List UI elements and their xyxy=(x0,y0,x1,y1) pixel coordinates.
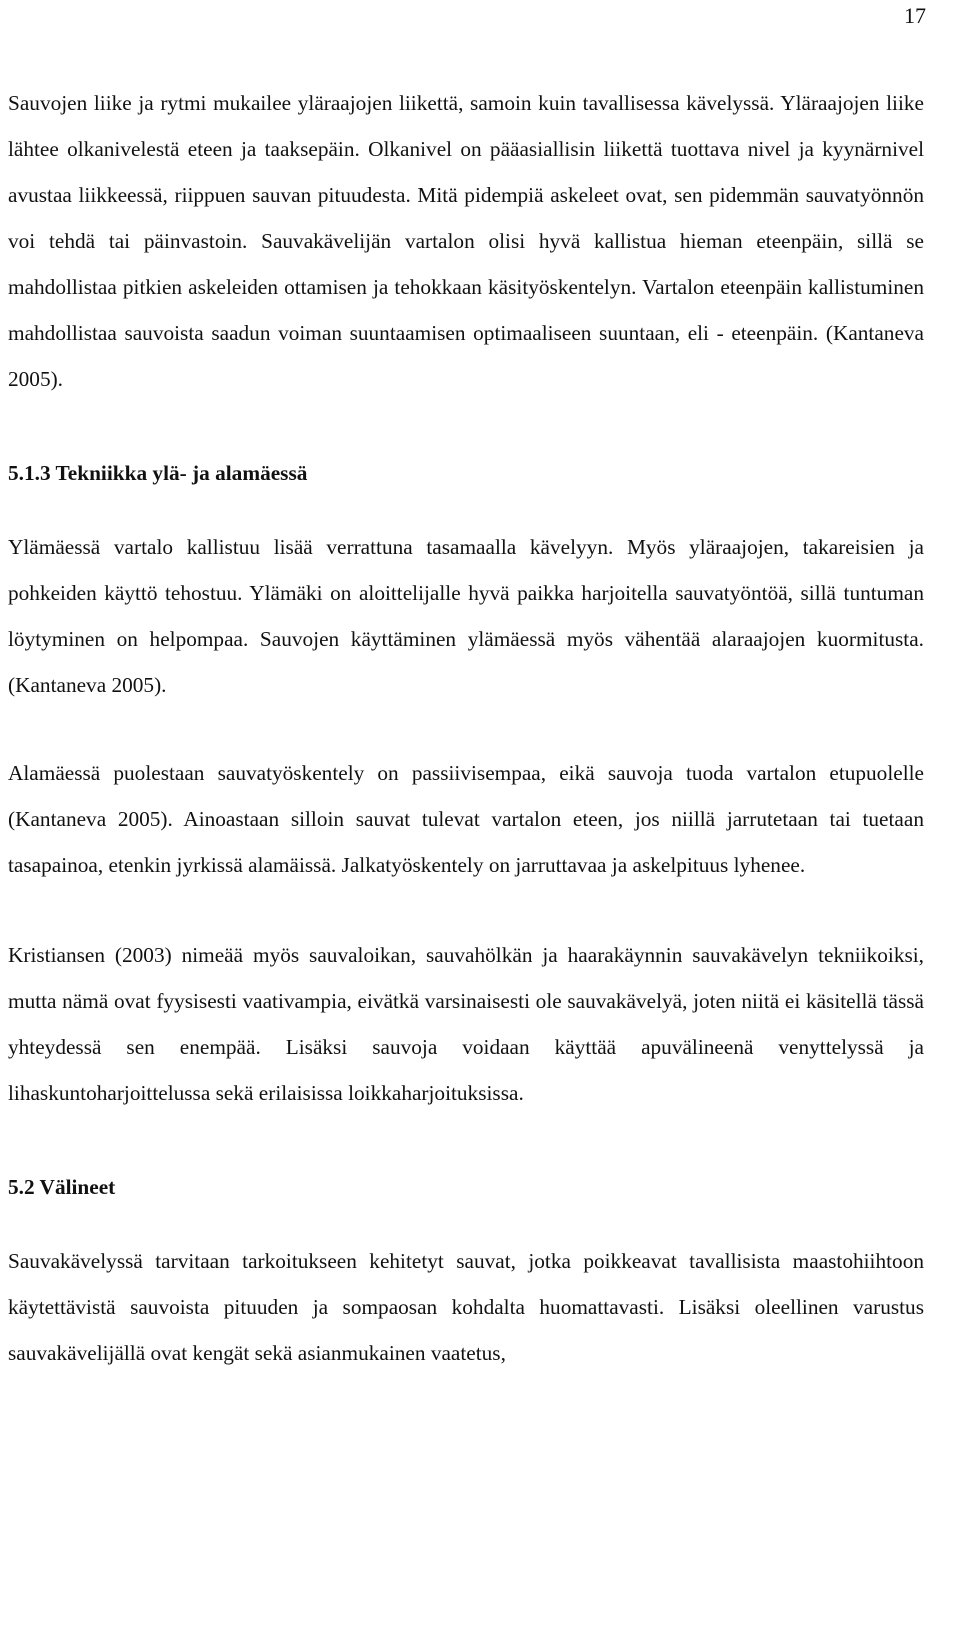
paragraph-other-techniques: Kristiansen (2003) nimeää myös sauvaloikan, sauvahölkän ja haarakäynnin sauvakävelyn tekniikoiksi, mutta nämä ovat fyysisesti vaativampia, eivätkä varsinaisesti ole sauvakävelyä, joten niitä ei käsitellä tässä yhteydessä sen enempää. Lisäksi sauvoja voidaan käyttää apuvälineenä venyttelyssä ja lihaskuntoharjoittelussa sekä erilaisissa loikkaharjoituksissa. xyxy=(8,943,924,1105)
paragraph-pole-movement: Sauvojen liike ja rytmi mukailee yläraajojen liikettä, samoin kuin tavallisessa kävelyssä. Yläraajojen liike lähtee olkanivelestä eteen ja taaksepäin. Olkanivel on pääasiallisin liikettä tuottava nivel ja kyynärnivel avustaa liikkeessä, riippuen sauvan pituudesta. Mitä pidempiä askeleet ovat, sen pidemmän sauvatyönnön voi tehdä tai päinvastoin. Sauvakävelijän vartalon olisi hyvä kallistua hieman eteenpäin, sillä se mahdollistaa pitkien askeleiden ottamisen ja tehokkaan käsityöskentelyn. Vartalon eteenpäin kallistuminen mahdollistaa sauvoista saadun voiman suuntaamisen optimaaliseen suuntaan, eli - eteenpäin. (Kantaneva 2005). xyxy=(8,91,924,391)
paragraph-downhill: Alamäessä puolestaan sauvatyöskentely on passiivisempaa, eikä sauvoja tuoda vartalon etupuolelle (Kantaneva 2005). Ainoastaan silloin sauvat tulevat vartalon eteen, jos niillä jarrutetaan tai tuetaan tasapainoa, etenkin jyrkissä alamäissä. Jalkatyöskentely on jarruttavaa ja askelpituus lyhenee. xyxy=(8,761,924,877)
section-heading-equipment: 5.2 Välineet xyxy=(8,1175,116,1199)
paragraph-uphill: Ylämäessä vartalo kallistuu lisää verrattuna tasamaalla kävelyyn. Myös yläraajojen, takareisien ja pohkeiden käyttö tehostuu. Ylämäki on aloittelijalle hyvä paikka harjoitella sauvatyöntöä, sillä tuntuman löytyminen on helpompaa. Sauvojen käyttäminen ylämäessä myös vähentää alaraajojen kuormitusta. (Kantaneva 2005). xyxy=(8,535,924,697)
section-heading-uphill-downhill: 5.1.3 Tekniikka ylä- ja alamäessä xyxy=(8,461,308,485)
page-content xyxy=(8,80,924,1376)
page-number: 17 xyxy=(904,3,926,28)
paragraph-equipment: Sauvakävelyssä tarvitaan tarkoitukseen kehitetyt sauvat, jotka poikkeavat tavallisista maastohiihtoon käytettävistä sauvoista pituuden ja sompaosan kohdalta huomattavasti. Lisäksi oleellinen varustus sauvakävelijällä ovat kengät sekä asianmukainen vaatetus, xyxy=(8,1249,924,1365)
